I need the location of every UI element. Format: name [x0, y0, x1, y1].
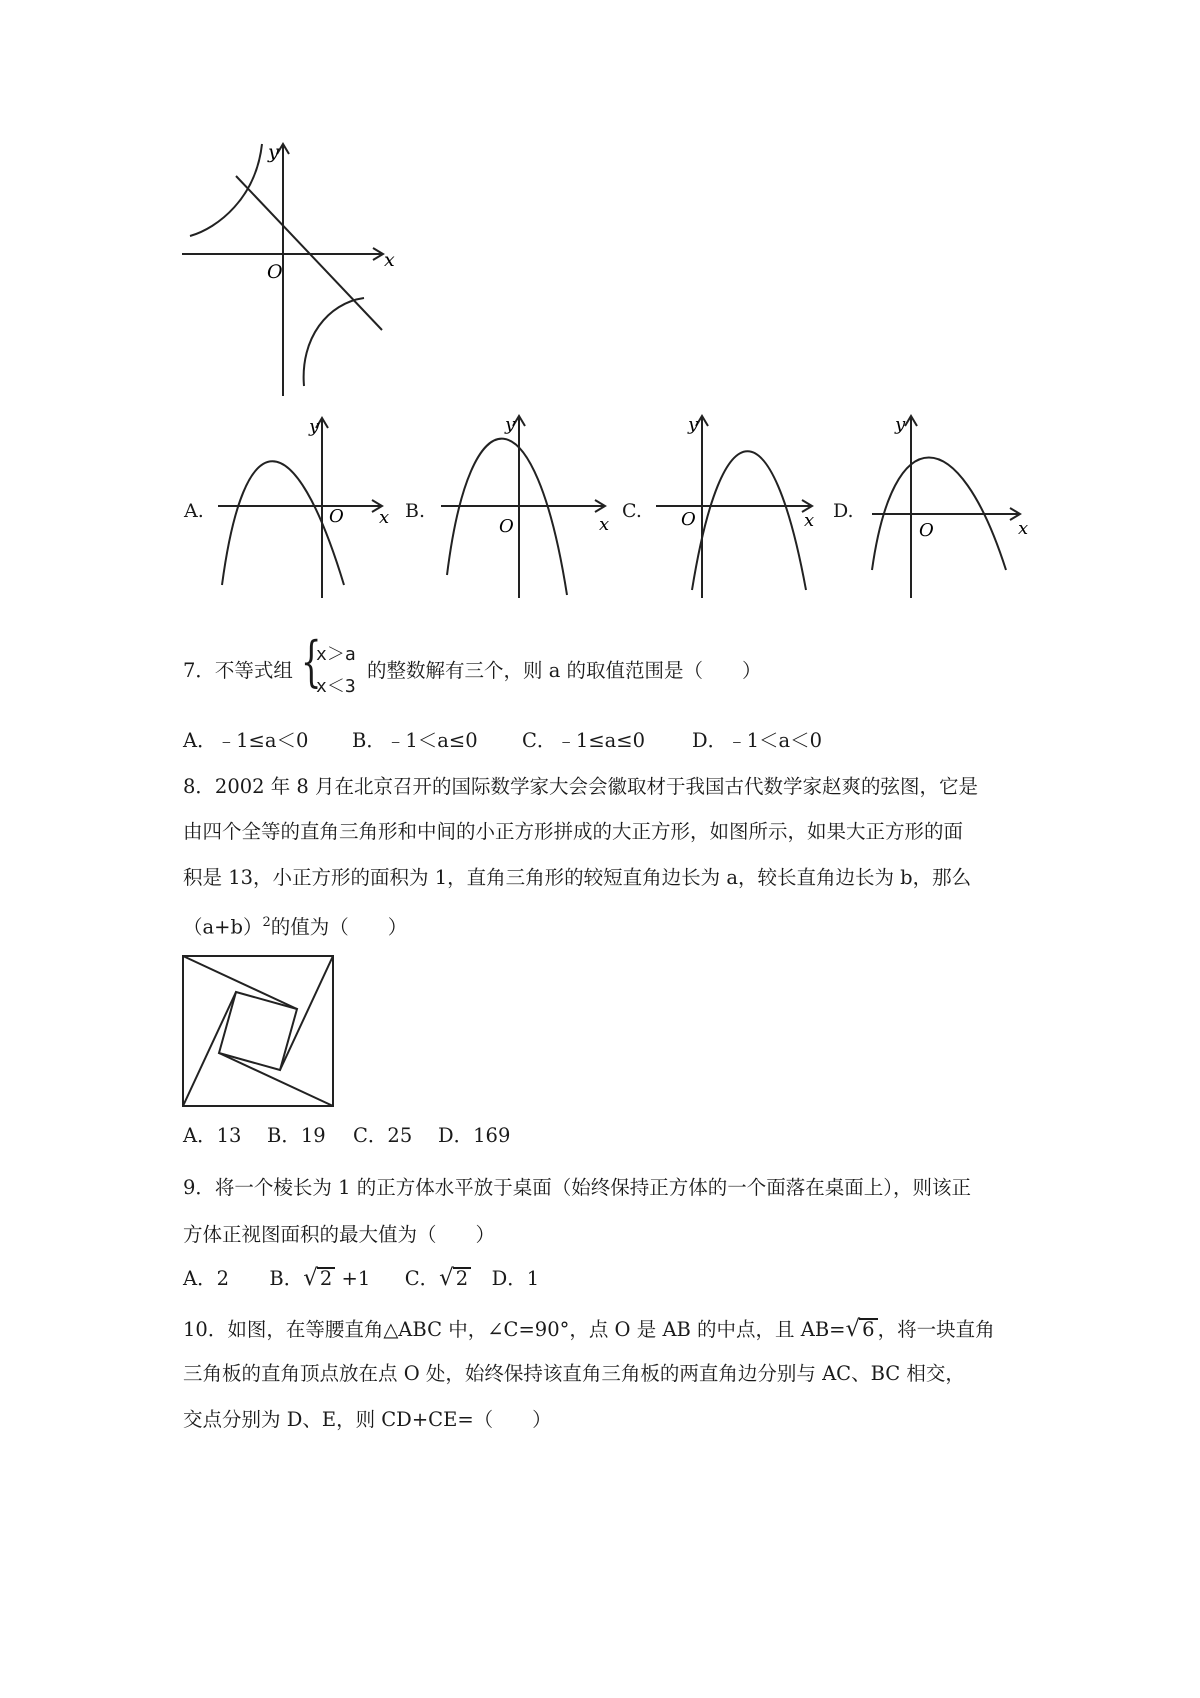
parabola-a: [222, 461, 344, 585]
q7-inequality-2: x＜3: [316, 676, 356, 697]
q9-radical-sign: √: [439, 1265, 454, 1291]
q8-line-4: $(a+b)^2$的值为（ ）: [183, 915, 408, 939]
q6-option-d-label: D.: [833, 500, 854, 522]
svg-text:y: y: [688, 414, 699, 435]
q6-option-d-graph: [868, 410, 1068, 600]
q9-line-2: 方体正视图面积的最大值为（ ）: [183, 1223, 496, 1246]
q10-line-3: 交点分别为 D、E，则 CD+CE=（ ）: [183, 1408, 552, 1431]
hyperbola-upper-branch: [190, 144, 262, 236]
q9-option-c-prefix: C．: [404, 1267, 440, 1290]
q7-option-c: C．﹣1≤a≤0: [522, 729, 646, 752]
q8-option-c: C．25: [353, 1124, 413, 1147]
q6-option-c-graph: [652, 410, 852, 600]
q9-line-1: 9．将一个棱长为 1 的正方体水平放于桌面（始终保持正方体的一个面落在桌面上），则该正: [183, 1176, 971, 1199]
q9-radical-sign: √: [303, 1265, 318, 1291]
svg-text:x: x: [804, 510, 815, 531]
q9-options: [183, 1267, 539, 1290]
q10-radicand: 6: [859, 1318, 877, 1340]
q6-option-c-label: C.: [622, 500, 642, 522]
q7-prefix: 7．不等式组: [183, 659, 293, 682]
q7-option-a: A．﹣1≤a＜0: [183, 729, 309, 752]
q8-line-3: 积是 13，小正方形的面积为 1，直角三角形的较短直角边长为 a，较长直角边长为 b，那么: [183, 866, 972, 889]
svg-text:y: y: [505, 414, 516, 435]
svg-text:O: O: [329, 506, 344, 527]
q8-line-2: 由四个全等的直角三角形和中间的小正方形拼成的大正方形，如图所示，如果大正方形的面: [183, 820, 964, 843]
q8-option-a: A．13: [183, 1124, 242, 1147]
svg-text:y: y: [309, 416, 320, 437]
x-label: x: [384, 249, 395, 271]
origin-label: O: [267, 261, 283, 283]
q9-option-a: A．2: [183, 1267, 229, 1290]
zhao-shuang-string-diagram: [182, 955, 336, 1109]
y-label: y: [268, 141, 279, 163]
hyperbola-lower-branch: [304, 298, 364, 386]
q6-option-b-graph: [435, 410, 635, 600]
q9-option-b-suffix: +1: [341, 1267, 371, 1290]
svg-text:x: x: [599, 514, 610, 535]
parabola-c: [692, 451, 806, 590]
svg-text:O: O: [499, 516, 514, 537]
q9-option-d: D．1: [491, 1267, 540, 1290]
q10-line-1: 10．如图，在等腰直角△ABC 中，∠C=90°，点 O 是 AB 的中点，且 AB=√ 6 ，将一块直角: [183, 1316, 995, 1342]
q6-option-a-label: A.: [184, 500, 204, 522]
q7-option-d: D．﹣1＜a＜0: [692, 729, 823, 752]
q10-line-2: 三角板的直角顶点放在点 O 处，始终保持该直角三角板的两直角边分别与 AC、BC 相交，: [183, 1362, 965, 1385]
q8-option-b: B．19: [267, 1124, 326, 1147]
q9-option-c-radicand: 2: [453, 1267, 471, 1289]
q8-line-1: 8．2002 年 8 月在北京召开的国际数学家大会会徽取材于我国古代数学家赵爽的弦图，它是: [183, 775, 979, 798]
svg-text:O: O: [681, 509, 696, 530]
q8-option-d: D．169: [438, 1124, 511, 1147]
svg-text:x: x: [379, 507, 390, 528]
q6-top-graph: [178, 138, 398, 398]
q10-radical-sign: √: [845, 1316, 861, 1342]
svg-text:x: x: [1018, 518, 1029, 539]
q9-option-b-radicand: 2: [317, 1267, 335, 1289]
svg-text:y: y: [895, 414, 906, 435]
q7-suffix: 的整数解有三个，则 a 的取值范围是（ ）: [367, 659, 762, 682]
q9-option-b-prefix: B．: [269, 1267, 304, 1290]
q7-inequality-1: x＞a: [316, 644, 356, 665]
q6-option-b-label: B.: [405, 500, 426, 522]
svg-text:O: O: [919, 520, 934, 541]
q7-option-b: B．﹣1＜a≤0: [352, 729, 478, 752]
q6-option-a-graph: [214, 410, 414, 600]
q7-brace: {: [300, 630, 322, 693]
